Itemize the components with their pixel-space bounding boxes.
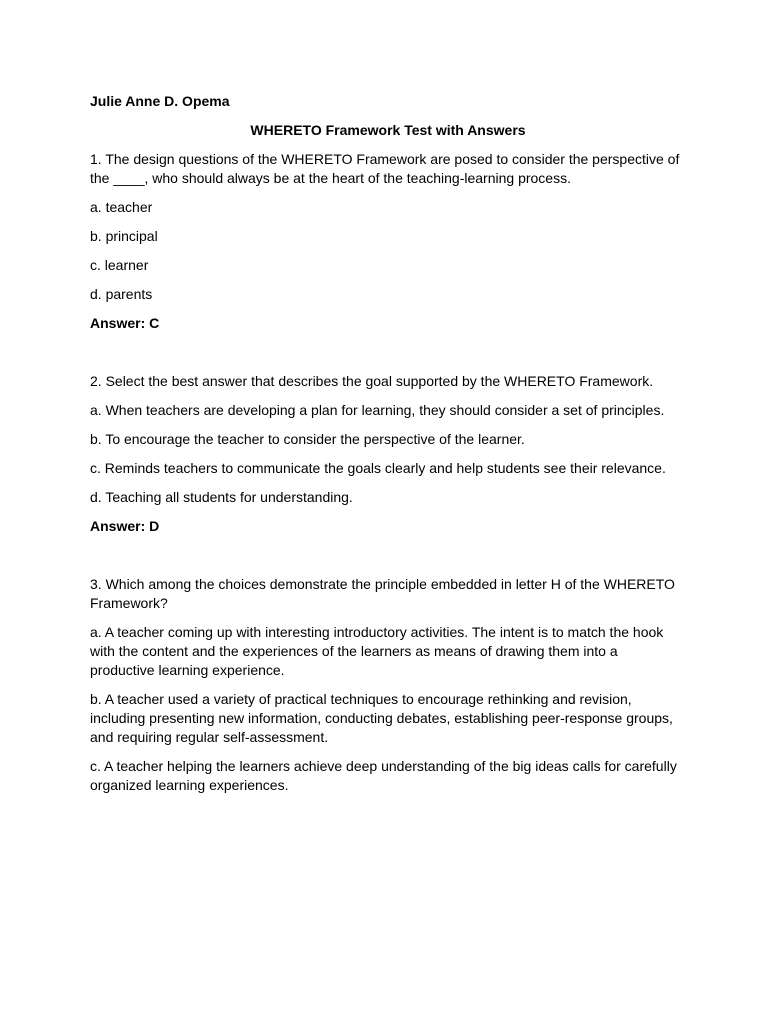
question-text: 1. The design questions of the WHERETO Framework are posed to consider the perspective of the ____, who should always be at the heart of the teaching-learning process. [90,151,680,186]
choice-a: a. When teachers are developing a plan for learning, they should consider a set of principles. [90,402,665,418]
choice-b: b. To encourage the teacher to consider the perspective of the learner. [90,431,525,447]
choice-a: a. teacher [90,199,153,215]
choice-c: c. A teacher helping the learners achieve deep understanding of the big ideas calls for carefully organized learning experiences. [90,758,677,793]
section-spacer [90,546,686,575]
document-title: WHERETO Framework Test with Answers [250,122,526,138]
choice-c: c. Reminds teachers to communicate the goals clearly and help students see their relevance. [90,460,666,476]
question-block-2 [90,372,686,536]
choice-a: a. A teacher coming up with interesting introductory activities. The intent is to match the hook with the content and the experiences of the learners as means of drawing them into a productive learning experience. [90,624,664,678]
choice-b: b. principal [90,228,158,244]
answer-label: Answer: D [90,518,160,534]
section-spacer [90,343,686,372]
question-text: 2. Select the best answer that describes the goal supported by the WHERETO Framework. [90,373,654,389]
choice-d: d. parents [90,286,153,302]
choice-b: b. A teacher used a variety of practical techniques to encourage rethinking and revision, including presenting new information, conducting debates, establishing peer-response groups, and requiring regular self-assessment. [90,691,673,745]
author-name: Julie Anne D. Opema [90,93,230,109]
document-body [90,92,686,805]
question-text: 3. Which among the choices demonstrate the principle embedded in letter H of the WHERETO Framework? [90,576,675,611]
answer-label: Answer: C [90,315,160,331]
choice-d: d. Teaching all students for understanding. [90,489,353,505]
question-block-3 [90,575,686,795]
question-block-1 [90,150,686,333]
choice-c: c. learner [90,257,149,273]
